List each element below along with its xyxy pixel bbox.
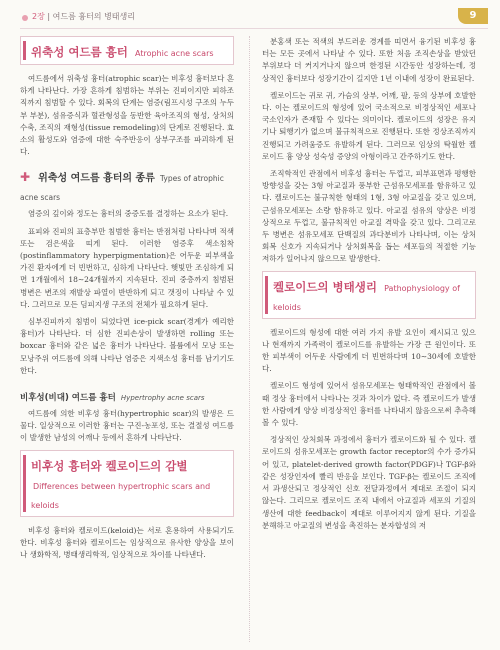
right-column [262,36,476,537]
paragraph: 비후성 흉터와 켈로이드(keloid)는 서로 혼용하여 사용되기도 한다. 비후성 흉터와 켈로이드는 임상적으로 유사한 양상을 보이나 생화학적, 병태생리학적, 임상적으로 차이를 나타낸다. [20,525,234,560]
chapter-label: 2장 | 여드름 흉터의 병태생리 [32,12,135,21]
subheading-title-ko: 위축성 여드름 흉터의 종류 [38,173,155,185]
left-column [20,36,234,566]
chapter-title: 여드름 흉터의 병태생리 [52,12,135,21]
section-heading-keloid-pathophysiology [262,271,476,319]
section-title-en: Atrophic acne scars [134,49,214,58]
paragraph: 조직학적인 관점에서 비후성 흉터는 두껍고, 피부표면과 평행한 방향성을 갖는 3형 아교질과 풍부한 근섬유모세포를 함유하고 있다. 켈로이드는 불규칙한 형태의 1형, 3형 아교질을 갖고 있으며, 근섬유모세포는 소량 함유하고 있다. 아교질 섬유의 양상은 비정상적으로 두껍고, 불규칙적인 아교질 격막을 갖고 있다. 그리고로 두 병변은 섬유모세포 단백질의 과다분비가 나타나며, 이는 상처회복 신호가 지속되거나 상처회복을 돕는 세포들의 적절한 기능 저하가 일어나지 않으므로 발생한다. [262,169,476,264]
section-title-en: Pathophysiology of keloids [273,283,460,312]
paragraph: 심부진피까지 침범이 되었다면 ice-pick scar(경계가 예리한 흉터)가 나타난다. 더 심한 진피손상이 발생하면 rolling 또는 boxcar 흉터와 같은 넓은 흉터가 나타난다. 볼륨에서 모낭 또는 모낭주위 여드름에 의해 나타난 염증은 지색소성 흉터를 남기기도 한다. [20,317,234,375]
chapter-number: 2장 [32,12,45,21]
paragraph: 표피와 진피의 표층부만 침범한 흉터는 반점처럼 나타나며 적색 또는 검은색을 띠게 된다. 이러한 염증후 색소침착(postinflammatory hyperpigmentation)은 어두운 피부색을 가진 환자에게 더 빈번하고, 심하게 나타난다. 햇빛만 조심하게 되면 1개월에서 18∼24개월까지 지속된다. 진피 중층까지 침범된 병변은 변조의 재발상 파열이 반반하게 되고 갯징이 나타날 수 있다. 그러므로 모든 딤피지생 구조의 전체가 필요하게 된다. [20,226,234,309]
subheading-types [20,166,234,204]
minor-title-en: Hypertrophy acne scars [120,394,205,403]
paragraph: 켈로이드의 형성에 대한 여러 가지 유발 요인이 제시되고 있으나 현재까지 가족력이 켈로이드를 유발하는 가장 큰 원인이다. 또한 피부색이 어두운 사람에게 더 빈번하다며 10∼30세에 호발한다. [262,327,476,374]
bullet-dot-icon [22,15,28,21]
section-heading-differences [20,450,234,517]
section-title-ko: 비후성 흉터와 켈로이드의 감별 [31,458,188,473]
section-title-ko: 켈로이드의 병태생리 [273,279,377,294]
minor-heading-hypertrophy [20,385,234,404]
page-number: 9 [458,8,488,24]
section-title-ko: 위축성 여드름 흉터 [31,45,128,59]
column-divider [249,36,250,642]
paragraph: 켈로이드 형성에 있어서 섬유모세포는 형태학적인 관점에서 볼 때 정상 흉터에서 나타나는 것과 차이가 없다. 즉 켈로이드가 발생한 사람에게 양상 비정상적인 흉터를 나타내지 않음으로써 추측해 볼 수 있다. [262,381,476,428]
subheading-title-en: Types of atrophic acne scars [20,174,224,203]
section-title-en: Differences between hypertrophic scars and keloids [31,481,211,510]
paragraph: 염증의 깊이와 정도는 흉터의 중증도를 결정하는 요소가 된다. [28,209,229,219]
paragraph: 분홍색 또는 적색의 부드러운 경계를 띠면서 융기된 비후성 흉터는 모든 곳에서 나타날 수 있다. 또한 처음 조직손상을 받았던 부위보다 더 커지거나지 않으며 한정된 시간동안 성장하는데, 정상적인 흉터보다 성장기간이 길지만 1년 이내에 성장이 완료된다. [262,37,476,83]
paragraph: 여드름에 의한 비후성 흉터(hypertrophic scar)의 발생은 드물다. 일상적으로 이러한 흉터는 구진-농포성, 또는 결절성 여드름이 발생한 남성의 어깨나 등에서 흔하게 나타난다. [20,409,234,443]
paragraph: 켈로이드는 귀로 귀, 가슴의 상부, 어깨, 팔, 등의 상부에 호발한다. 이는 켈로이드의 형성에 있어 국소적으로 비정상적인 세포나 국소인자가 존재할 수 있다는 의미이다. 켈로이드의 성장은 유지기나 퇴행기가 없으며 불규칙적으로 진행된다. 또한 정상조직까지 진행되고 가려움증도 유발하게 된다. 그러므로 임상의 탁월한 켈로이드 흉 양상 성숙성 증양의 아형이라고 간주하기도 한다. [262,90,476,161]
paragraph: 여드름에서 위축성 흉터(atrophic scar)는 비후성 흉터보다 흔하게 나타난다. 가장 흔하게 침범하는 부위는 진피이지만 피하조직까지 침범할 수 있다. 회복의 단계는 염증(림프시성 구조의 누두부 부분), 섬유증식과 혈관형성을 동반한 육아조직의 형성, 상처의 수축, 조직의 재형성(tissue remodeling)의 단계로 진행된다. 효소의 활성도와 염증에 대한 숙주반응이 상부구조를 파괴하게 된다. [20,74,234,157]
section-heading-atrophic [20,36,234,65]
page-header [20,8,488,29]
minor-title-ko: 비후성(비대) 여드름 흉터 [20,393,116,404]
paragraph: 정상적인 상처회복 과정에서 흉터가 켈로이드화 될 수 있다. 켈로이드의 섬유모세포는 growth factor receptor의 수가 증가되어 있고, platelet-derived growth factor(PDGF)나 TGF-β와 같은 성장인자에 빨리 반응을 보인다. TGF-β는 켈로이드 조직에서 과생산되고 정상적인 신호 전달과정에서 제대로 조절이 되지 않는다. 그리므로 켈로이드 조직 내에서 아교질과 세포의 기질의 생산에 대한 feedback이 제대로 이루어지지 않게 된다. 기질을 분해하고 아교질의 변성을 촉진하는 분자합성의 저 [262,435,476,530]
plus-icon: ✚ [20,170,31,185]
